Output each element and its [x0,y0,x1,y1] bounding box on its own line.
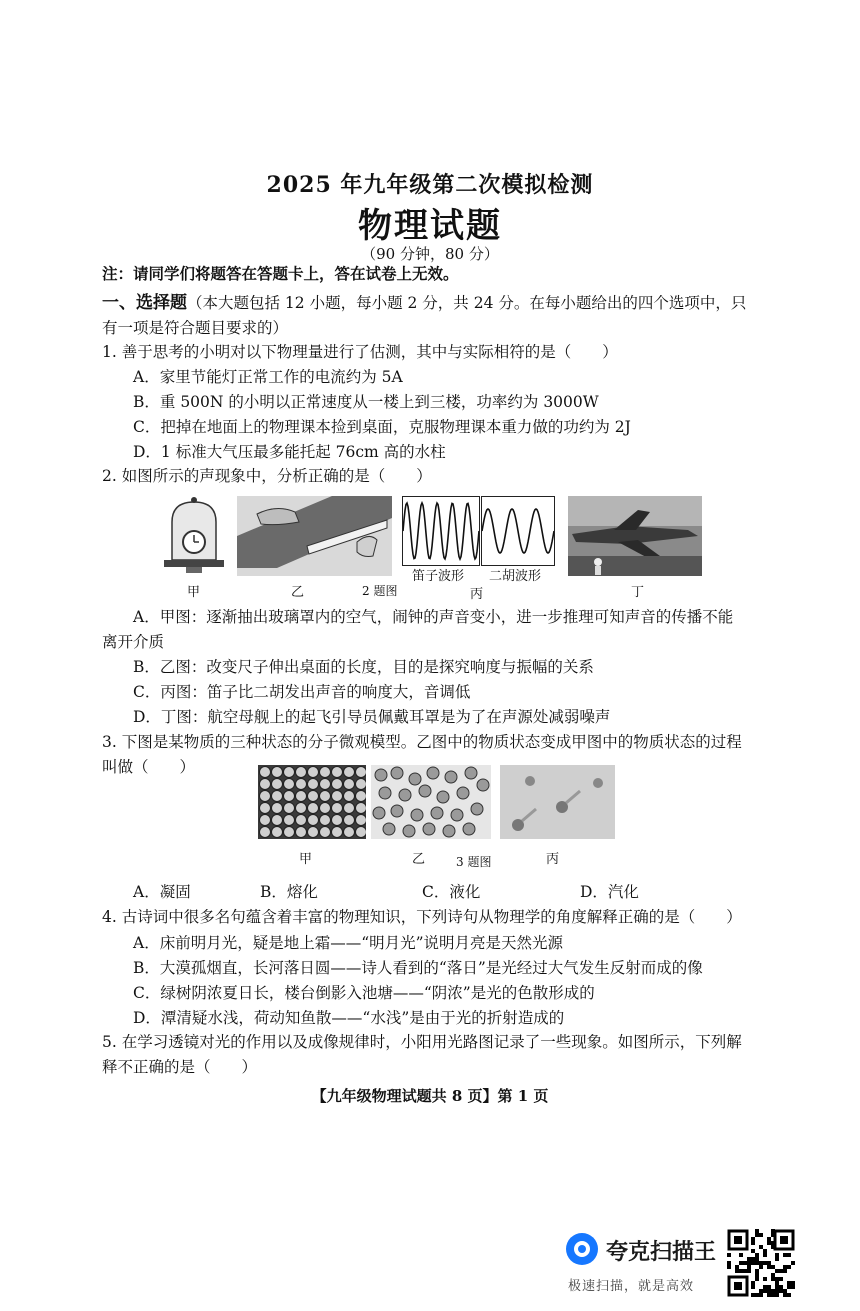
q4-option-c: C．绿树阴浓夏日长，楼台倒影入池塘——“阴浓”是光的色散形成的 [133,984,595,1002]
section-description [102,293,746,313]
q2-option-d: D．丁图：航空母舰上的起飞引导员佩戴耳罩是为了在声源处减弱噪声 [133,708,611,726]
q3-option-c: C．液化 [422,883,481,901]
q1-stem: 1. 善于思考的小明对以下物理量进行了估测，其中与实际相符的是（ ） [102,343,618,361]
scanner-app-name: 夸克扫描王 [606,1240,717,1265]
qr-code-icon [727,1229,795,1297]
exam-title: 2025 年九年级第二次模拟检测 [266,172,594,198]
q3-stem-line1: 3. 下图是某物质的三种状态的分子微观模型。乙图中的物质状态变成甲图中的物质状态的过程 [102,733,742,751]
q1-option-b: B．重 500N 的小明以正常速度从一楼上到三楼，功率约为 3000W [133,393,599,411]
q3-stem-line2: 叫做（ ） [102,758,196,776]
bell-jar-figure [160,496,228,576]
q1-option-d: D．1 标准大气压最多能托起 76cm 高的水柱 [133,443,446,461]
q3-option-a: A．凝固 [133,883,191,901]
fig-label-ding: 丁 [631,585,645,600]
q4-option-d: D．潭清疑水浅，荷动知鱼散——“水浅”是由于光的折射造成的 [133,1009,565,1027]
section-desc-line2: 有一项是符合题目要求的） [102,319,289,337]
fig3-label-jia: 甲 [299,852,313,867]
fig-label-flute: 笛子波形 [412,569,465,584]
gas-molecule-figure [500,765,615,839]
subject-title: 物理试题 [358,206,502,246]
section-desc-line1: （本大题包括 12 小题，每小题 2 分，共 24 分。在每小题给出的四个选项中，只 [187,294,747,312]
q5-stem-line1: 5. 在学习透镜对光的作用以及成像规律时，小阳用光路图记录了一些现象。如图所示，下列解 [102,1033,742,1051]
exam-note: 注：请同学们将题答在答题卡上，答在试卷上无效。 [102,264,459,283]
q2-stem: 2. 如图所示的声现象中，分析正确的是（ ） [102,467,432,485]
scanner-slogan: 极速扫描，就是高效 [568,1279,695,1294]
flute-waveform [402,496,480,566]
fig-label-erhu: 二胡波形 [489,569,542,584]
fig3-label-yi: 乙 [412,852,426,867]
fig-label-bing: 丙 [470,587,484,602]
fig3-label-bing: 丙 [546,852,560,867]
aircraft-carrier-figure [568,496,702,576]
q5-stem-line2: 释不正确的是（ ） [102,1058,258,1076]
fig-caption-q3: 3 题图 [456,855,492,869]
solid-molecule-figure [258,765,366,839]
fig-label-jia: 甲 [187,585,201,600]
q1-option-a: A．家里节能灯正常工作的电流约为 5A [133,368,403,386]
ruler-table-figure [237,496,392,576]
q2-option-a: A．甲图：逐渐抽出玻璃罩内的空气，闹钟的声音变小，进一步推理可知声音的传播不能 [133,608,734,626]
q4-option-a: A．床前明月光，疑是地上霜——“明月光”说明月亮是天然光源 [133,934,564,952]
erhu-waveform [481,496,555,566]
duration-score: （90 分钟，80 分） [361,245,499,263]
section-heading: 一、选择题 [102,293,187,313]
liquid-molecule-figure [371,765,491,839]
q2-option-a-cont: 离开介质 [102,633,165,651]
quark-logo-icon [566,1233,598,1265]
page-footer: 【九年级物理试题共 8 页】第 1 页 [311,1087,549,1105]
q1-option-c: C．把掉在地面上的物理课本捡到桌面，克服物理课本重力做的功约为 2J [133,418,631,436]
q3-option-d: D．汽化 [580,883,639,901]
q3-option-b: B．熔化 [260,883,318,901]
fig-label-yi: 乙 [291,585,305,600]
q4-option-b: B．大漠孤烟直，长河落日圆——诗人看到的“落日”是光经过大气发生反射而成的像 [133,959,703,977]
q2-option-c: C．丙图：笛子比二胡发出声音的响度大，音调低 [133,683,471,701]
fig-caption-q2: 2 题图 [362,584,398,598]
q2-option-b: B．乙图：改变尺子伸出桌面的长度，目的是探究响度与振幅的关系 [133,658,594,676]
q4-stem: 4. 古诗词中很多名句蕴含着丰富的物理知识，下列诗句从物理学的角度解释正确的是（ ） [102,908,742,926]
